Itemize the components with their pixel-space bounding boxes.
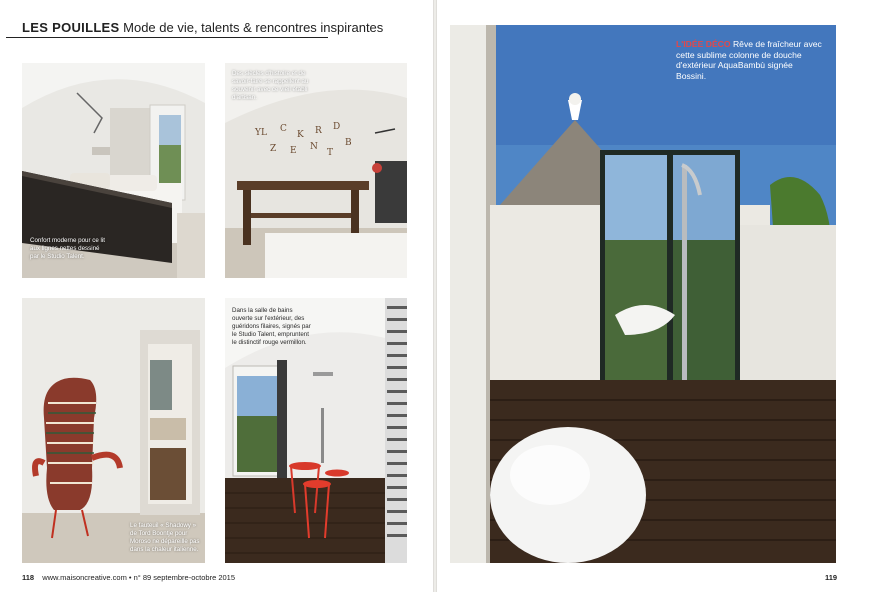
- folio-left: [22, 573, 235, 582]
- svg-text:B: B: [345, 138, 352, 148]
- page-header: [22, 20, 383, 35]
- bathroom-caption: Dans la salle de bains ouverte sur l'extérieur, des guéridons filaires, signés par le Studio Talent, empruntent le distinctif rouge vermillon.: [232, 307, 311, 346]
- deco-caption: [676, 39, 822, 81]
- svg-text:N: N: [310, 142, 318, 152]
- svg-text:K: K: [297, 130, 304, 140]
- svg-text:YL: YL: [255, 128, 267, 138]
- page-number-left: 118: [22, 573, 35, 582]
- deco-text: Rêve de fraîcheur avec cette sublime colonne de douche d'extérieur AquaBambù signée Bossini.: [676, 39, 822, 81]
- outdoor-shower-photo: [450, 25, 836, 563]
- svg-text:C: C: [280, 124, 287, 134]
- svg-text:E: E: [290, 146, 297, 156]
- section-subtitle: Mode de vie, talents & rencontres inspirantes: [123, 20, 384, 35]
- page-number-right: 119: [825, 573, 838, 582]
- deco-label: L'IDÉE DÉCO: [676, 39, 731, 49]
- svg-text:Z: Z: [270, 144, 277, 154]
- svg-text:D: D: [333, 122, 341, 132]
- svg-text:R: R: [315, 126, 322, 136]
- chair-caption: Le fauteuil « Shadowy » de Tord Boontje pour Moroso ne dépareille pas dans la chaleur italienne.: [130, 522, 200, 553]
- bedroom-caption: Confort moderne pour ce lit aux lignes nettes dessiné par le Studio Talent.: [30, 237, 105, 260]
- folio-left-text: www.maisoncreative.com • n° 89 septembre-octobre 2015: [42, 573, 236, 582]
- section-title: LES POUILLES: [22, 20, 120, 35]
- svg-text:T: T: [327, 148, 334, 158]
- header-rule: [6, 37, 328, 38]
- workbench-caption: Des siècles d'histoire et de savoir-faire se rappellent au souvenir avec ce vieil établi d'artisan.: [232, 70, 309, 101]
- folio-right: [825, 573, 843, 582]
